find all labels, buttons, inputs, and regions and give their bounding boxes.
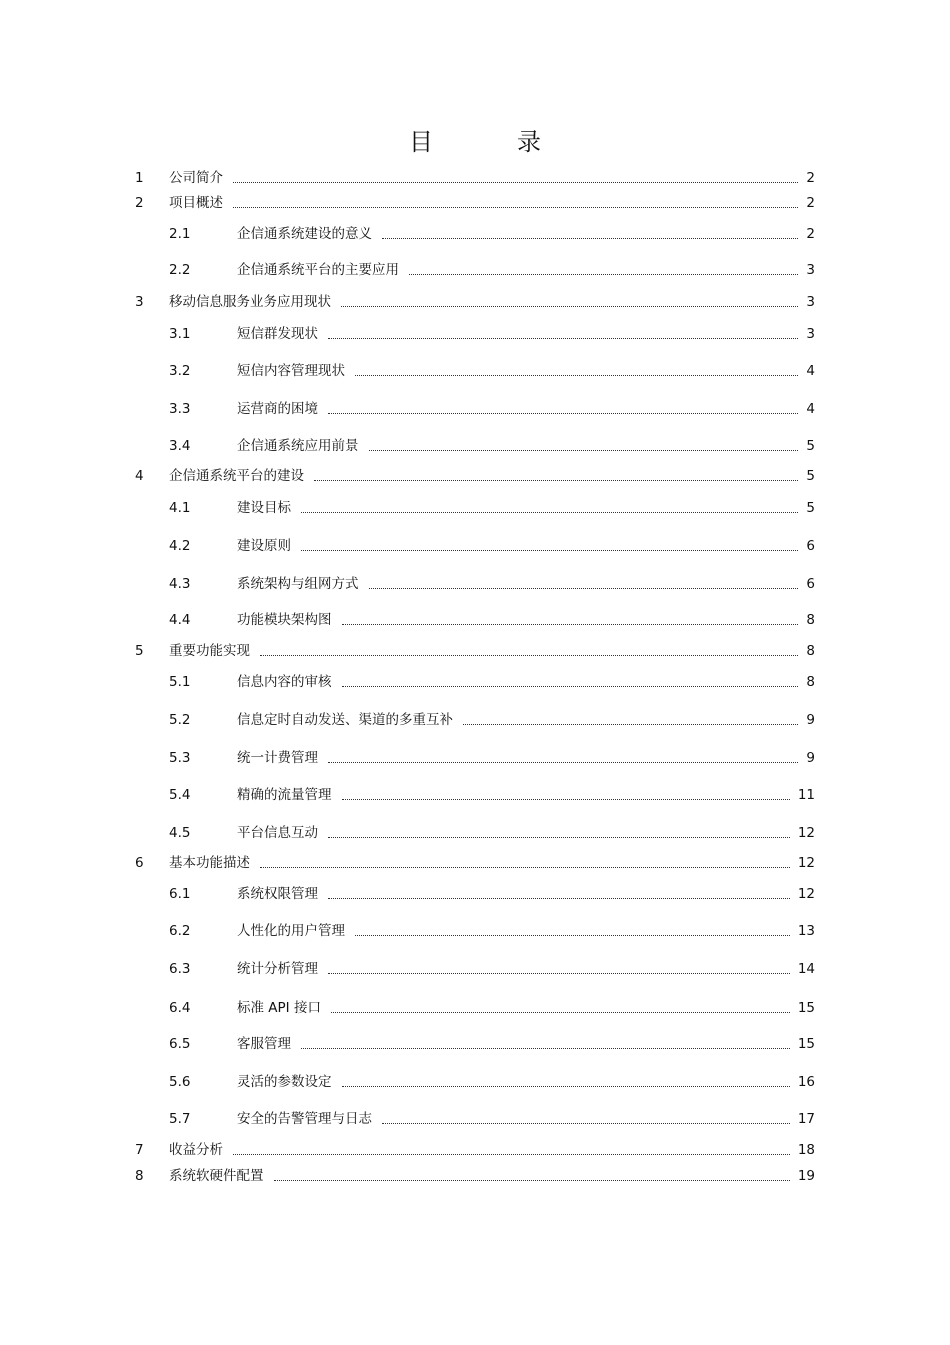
toc-entry-number: 5.7 <box>169 1111 191 1127</box>
toc-entry-number: 4.4 <box>169 612 191 628</box>
toc-leader-dots <box>355 375 798 376</box>
toc-leader-dots <box>331 1012 790 1013</box>
toc-entry-label: 企信通系统平台的主要应用 <box>237 262 399 278</box>
toc-entry-number: 4.5 <box>169 825 191 841</box>
toc-entry-label: 企信通系统建设的意义 <box>237 226 372 242</box>
toc-entry-page: 12 <box>797 825 815 841</box>
toc-entry-page: 3 <box>806 294 815 310</box>
toc-entry-label: 统一计费管理 <box>237 750 318 766</box>
toc-leader-dots <box>369 588 799 589</box>
toc-entry[interactable] <box>0 193 950 213</box>
toc-entry-label: 企信通系统平台的建设 <box>169 468 304 484</box>
toc-leader-dots <box>342 799 790 800</box>
toc-entry[interactable] <box>0 610 950 630</box>
toc-leader-dots <box>301 550 798 551</box>
toc-entry[interactable] <box>0 853 950 873</box>
toc-entry-number: 6.5 <box>169 1036 191 1052</box>
toc-entry-number: 4.1 <box>169 500 191 516</box>
toc-entry[interactable] <box>0 921 950 941</box>
toc-entry-number: 3.2 <box>169 363 191 379</box>
toc-entry[interactable] <box>0 884 950 904</box>
toc-entry[interactable] <box>0 292 950 312</box>
toc-entry-number: 5.2 <box>169 712 191 728</box>
toc-leader-dots <box>342 624 799 625</box>
toc-entry-label: 基本功能描述 <box>169 855 250 871</box>
toc-leader-dots <box>301 1048 790 1049</box>
toc-entry-number: 5.3 <box>169 750 191 766</box>
toc-entry-label: 系统架构与组网方式 <box>237 576 359 592</box>
toc-entry-label: 建设原则 <box>237 538 291 554</box>
toc-leader-dots <box>260 867 790 868</box>
toc-entry-label: 运营商的困境 <box>237 401 318 417</box>
toc-leader-dots <box>355 935 790 936</box>
toc-entry-number: 2.1 <box>169 226 191 242</box>
toc-entry-page: 6 <box>806 538 815 554</box>
toc-entry-number: 5.6 <box>169 1074 191 1090</box>
toc-entry-number: 6.3 <box>169 961 191 977</box>
toc-entry-label: 重要功能实现 <box>169 643 250 659</box>
toc-entry[interactable] <box>0 498 950 518</box>
toc-leader-dots <box>328 837 790 838</box>
toc-entry-page: 9 <box>806 712 815 728</box>
toc-entry-number: 1 <box>135 170 144 186</box>
toc-entry-label: 系统权限管理 <box>237 886 318 902</box>
toc-entry-label: 标准 API 接口 <box>237 1000 321 1016</box>
toc-leader-dots <box>463 724 798 725</box>
toc-entry-number: 3.1 <box>169 326 191 342</box>
toc-entry-number: 4.3 <box>169 576 191 592</box>
toc-entry-number: 5 <box>135 643 144 659</box>
toc-entry-page: 12 <box>797 886 815 902</box>
toc-entry[interactable] <box>0 466 950 486</box>
toc-entry[interactable] <box>0 710 950 730</box>
toc-leader-dots <box>314 480 798 481</box>
toc-entry[interactable] <box>0 1034 950 1054</box>
toc-leader-dots <box>233 182 798 183</box>
toc-entry-page: 6 <box>806 576 815 592</box>
toc-entry-page: 9 <box>806 750 815 766</box>
toc-entry-label: 短信群发现状 <box>237 326 318 342</box>
toc-entry-page: 13 <box>797 923 815 939</box>
toc-entry[interactable] <box>0 361 950 381</box>
toc-entry-page: 19 <box>797 1168 815 1184</box>
toc-entry-page: 5 <box>806 500 815 516</box>
toc-entry[interactable] <box>0 1109 950 1129</box>
toc-entry-label: 项目概述 <box>169 195 223 211</box>
toc-entry[interactable] <box>0 959 950 979</box>
toc-entry-page: 3 <box>806 262 815 278</box>
toc-leader-dots <box>301 512 798 513</box>
toc-entry[interactable] <box>0 672 950 692</box>
toc-entry-page: 5 <box>806 438 815 454</box>
toc-entry-label: 信息定时自动发送、渠道的多重互补 <box>237 712 453 728</box>
toc-entry-page: 12 <box>797 855 815 871</box>
toc-entry-page: 15 <box>797 1036 815 1052</box>
toc-entry-page: 4 <box>806 401 815 417</box>
toc-entry-page: 17 <box>797 1111 815 1127</box>
toc-leader-dots <box>409 274 798 275</box>
toc-leader-dots <box>369 450 799 451</box>
toc-leader-dots <box>342 1086 790 1087</box>
toc-entry-page: 2 <box>806 226 815 242</box>
toc-leader-dots <box>233 1154 790 1155</box>
toc-entry-page: 5 <box>806 468 815 484</box>
toc-entry[interactable] <box>0 399 950 419</box>
toc-entry-number: 4.2 <box>169 538 191 554</box>
toc-entry-page: 8 <box>806 612 815 628</box>
toc-leader-dots <box>382 1123 790 1124</box>
page-title: 目 录 <box>409 128 571 156</box>
toc-entry-label: 系统软硬件配置 <box>169 1168 264 1184</box>
toc-entry-label: 公司简介 <box>169 170 223 186</box>
toc-entry-number: 3.3 <box>169 401 191 417</box>
toc-entry-number: 4 <box>135 468 144 484</box>
toc-leader-dots <box>328 898 790 899</box>
toc-entry[interactable] <box>0 1140 950 1160</box>
toc-entry-number: 8 <box>135 1168 144 1184</box>
toc-entry-number: 6.4 <box>169 1000 191 1016</box>
toc-entry-number: 3 <box>135 294 144 310</box>
toc-entry-label: 客服管理 <box>237 1036 291 1052</box>
toc-entry-label: 安全的告警管理与日志 <box>237 1111 372 1127</box>
toc-leader-dots <box>233 207 798 208</box>
toc-entry-label: 短信内容管理现状 <box>237 363 345 379</box>
toc-entry-page: 16 <box>797 1074 815 1090</box>
toc-entry[interactable] <box>0 260 950 280</box>
toc-entry-label: 精确的流量管理 <box>237 787 332 803</box>
toc-entry-label: 建设目标 <box>237 500 291 516</box>
toc-entry-page: 3 <box>806 326 815 342</box>
toc-entry-label: 企信通系统应用前景 <box>237 438 359 454</box>
toc-entry[interactable] <box>0 1072 950 1092</box>
toc-leader-dots <box>328 338 798 339</box>
toc-entry-number: 3.4 <box>169 438 191 454</box>
toc-entry[interactable] <box>0 748 950 768</box>
toc-entry-number: 2.2 <box>169 262 191 278</box>
toc-entry[interactable] <box>0 823 950 843</box>
toc-leader-dots <box>274 1180 790 1181</box>
toc-entry-page: 4 <box>806 363 815 379</box>
toc-entry-page: 11 <box>797 787 815 803</box>
toc-entry-page: 2 <box>806 170 815 186</box>
toc-entry-label: 移动信息服务业务应用现状 <box>169 294 331 310</box>
toc-entry[interactable] <box>0 436 950 456</box>
toc-entry-page: 15 <box>797 1000 815 1016</box>
toc-entry-label: 信息内容的审核 <box>237 674 332 690</box>
toc-leader-dots <box>260 655 798 656</box>
toc-entry-number: 7 <box>135 1142 144 1158</box>
toc-entry-page: 8 <box>806 674 815 690</box>
toc-entry[interactable] <box>0 224 950 244</box>
toc-entry-number: 5.1 <box>169 674 191 690</box>
toc-leader-dots <box>328 413 798 414</box>
toc-entry-label: 人性化的用户管理 <box>237 923 345 939</box>
toc-entry[interactable] <box>0 1166 950 1186</box>
toc-entry[interactable] <box>0 324 950 344</box>
toc-entry[interactable] <box>0 168 950 188</box>
toc-entry-label: 灵活的参数设定 <box>237 1074 332 1090</box>
toc-entry[interactable] <box>0 536 950 556</box>
toc-entry-number: 6.1 <box>169 886 191 902</box>
toc-entry-number: 5.4 <box>169 787 191 803</box>
toc-entry-label: 平台信息互动 <box>237 825 318 841</box>
toc-entry[interactable] <box>0 998 950 1018</box>
toc-leader-dots <box>382 238 798 239</box>
toc-entry-page: 18 <box>797 1142 815 1158</box>
toc-entry-number: 2 <box>135 195 144 211</box>
toc-entry-page: 14 <box>797 961 815 977</box>
toc-entry-label: 功能模块架构图 <box>237 612 332 628</box>
toc-leader-dots <box>328 762 798 763</box>
toc-entry-label: 统计分析管理 <box>237 961 318 977</box>
toc-entry-number: 6.2 <box>169 923 191 939</box>
toc-leader-dots <box>328 973 790 974</box>
toc-leader-dots <box>342 686 799 687</box>
toc-entry-page: 8 <box>806 643 815 659</box>
toc-leader-dots <box>341 306 798 307</box>
toc-entry[interactable] <box>0 641 950 661</box>
toc-entry-number: 6 <box>135 855 144 871</box>
toc-entry[interactable] <box>0 574 950 594</box>
toc-entry[interactable] <box>0 785 950 805</box>
toc-entry-label: 收益分析 <box>169 1142 223 1158</box>
toc-entry-page: 2 <box>806 195 815 211</box>
